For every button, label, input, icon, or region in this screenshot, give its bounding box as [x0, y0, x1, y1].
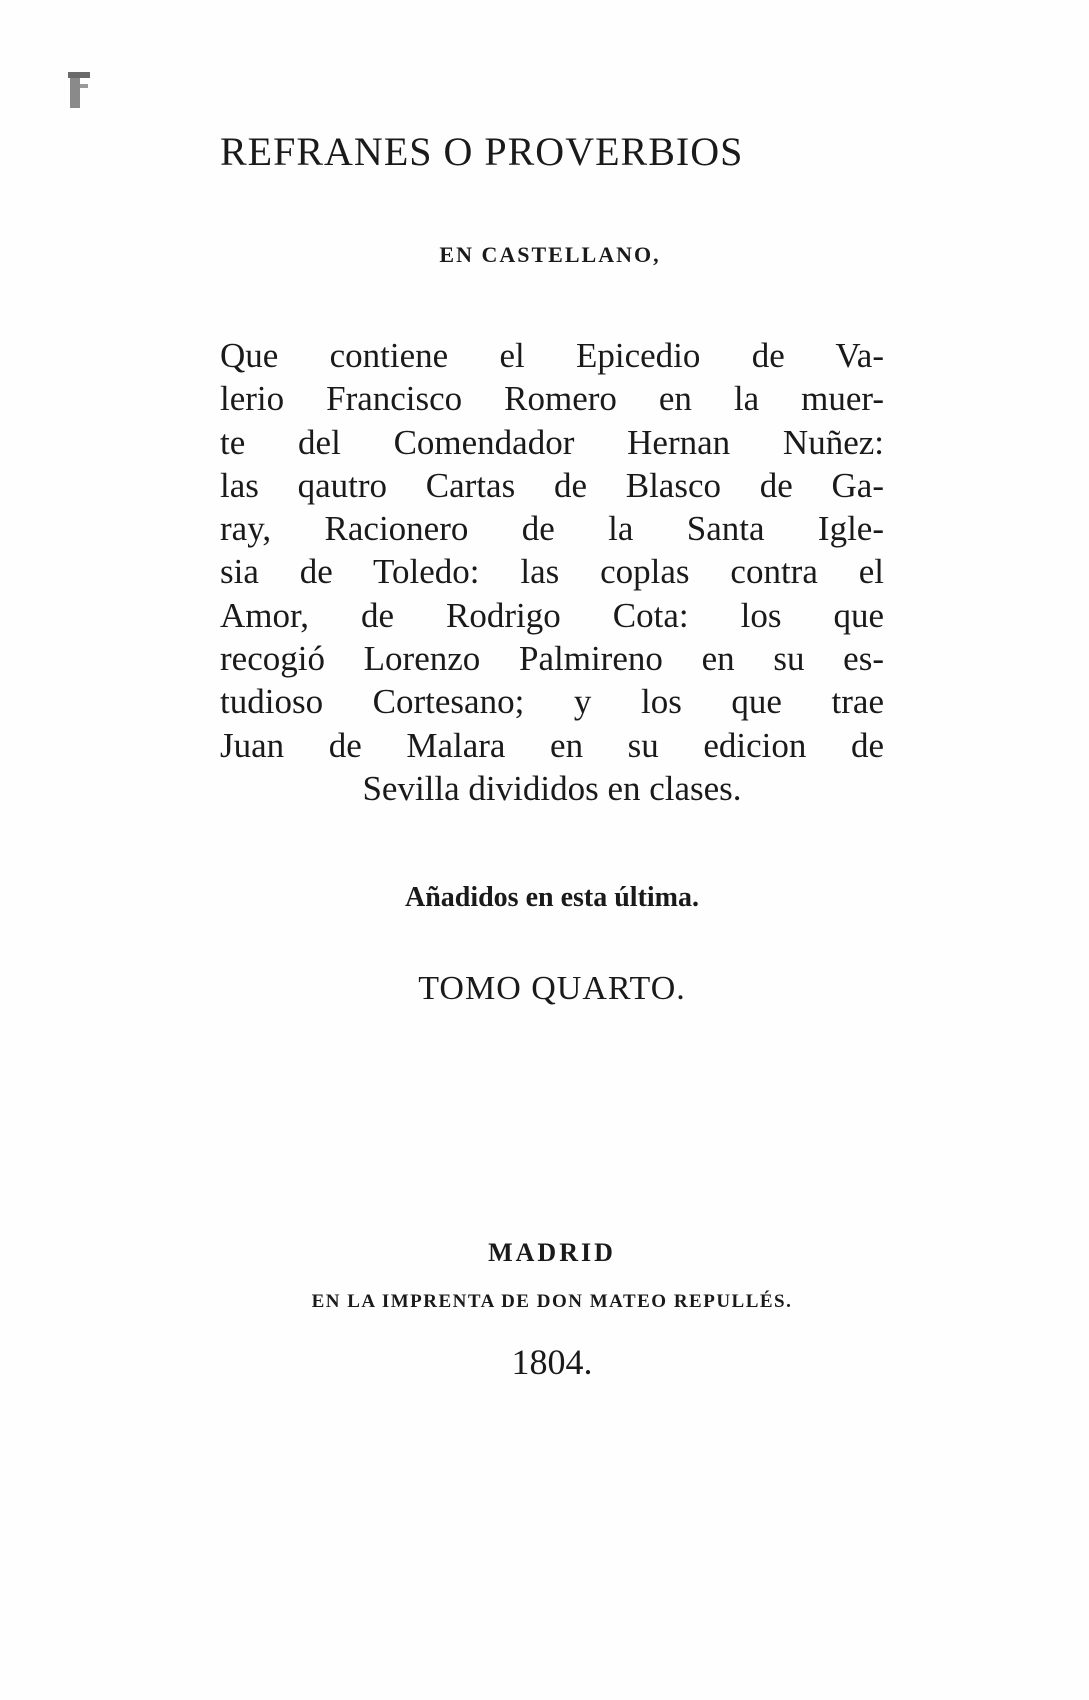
volume-label: TOMO QUARTO. — [418, 970, 686, 1007]
imprint-year: 1804. — [511, 1342, 593, 1382]
description-line: las qautro Cartas de Blasco de Ga- — [220, 465, 884, 505]
contents-description — [220, 334, 884, 810]
description-line: te del Comendador Hernan Nuñez: — [220, 422, 884, 462]
description-line: Amor, de Rodrigo Cota: los que — [220, 595, 884, 635]
book-subtitle: EN CASTELLANO, — [439, 242, 661, 267]
description-line: tudioso Cortesano; y los que trae — [220, 682, 884, 722]
description-line: recogió Lorenzo Palmireno en su es- — [220, 639, 884, 679]
description-line: ray, Racionero de la Santa Igle- — [220, 509, 884, 549]
description-line: sia de Toledo: las coplas contra el — [220, 552, 884, 592]
imprint-place: MADRID — [488, 1238, 616, 1267]
description-line: Que contiene el Epicedio de Va- — [220, 336, 884, 375]
description-line: Sevilla divididos en clases. — [362, 768, 742, 808]
library-stamp-mark-icon — [66, 70, 94, 112]
book-title: REFRANES O PROVERBIOS — [220, 129, 744, 174]
edition-note: Añadidos en esta última. — [404, 882, 700, 913]
imprint-printer: EN LA IMPRENTA DE DON MATEO REPULLÉS. — [311, 1291, 793, 1312]
description-line: Juan de Malara en su edicion de — [220, 725, 884, 765]
description-line: lerio Francisco Romero en la muer- — [220, 379, 884, 419]
